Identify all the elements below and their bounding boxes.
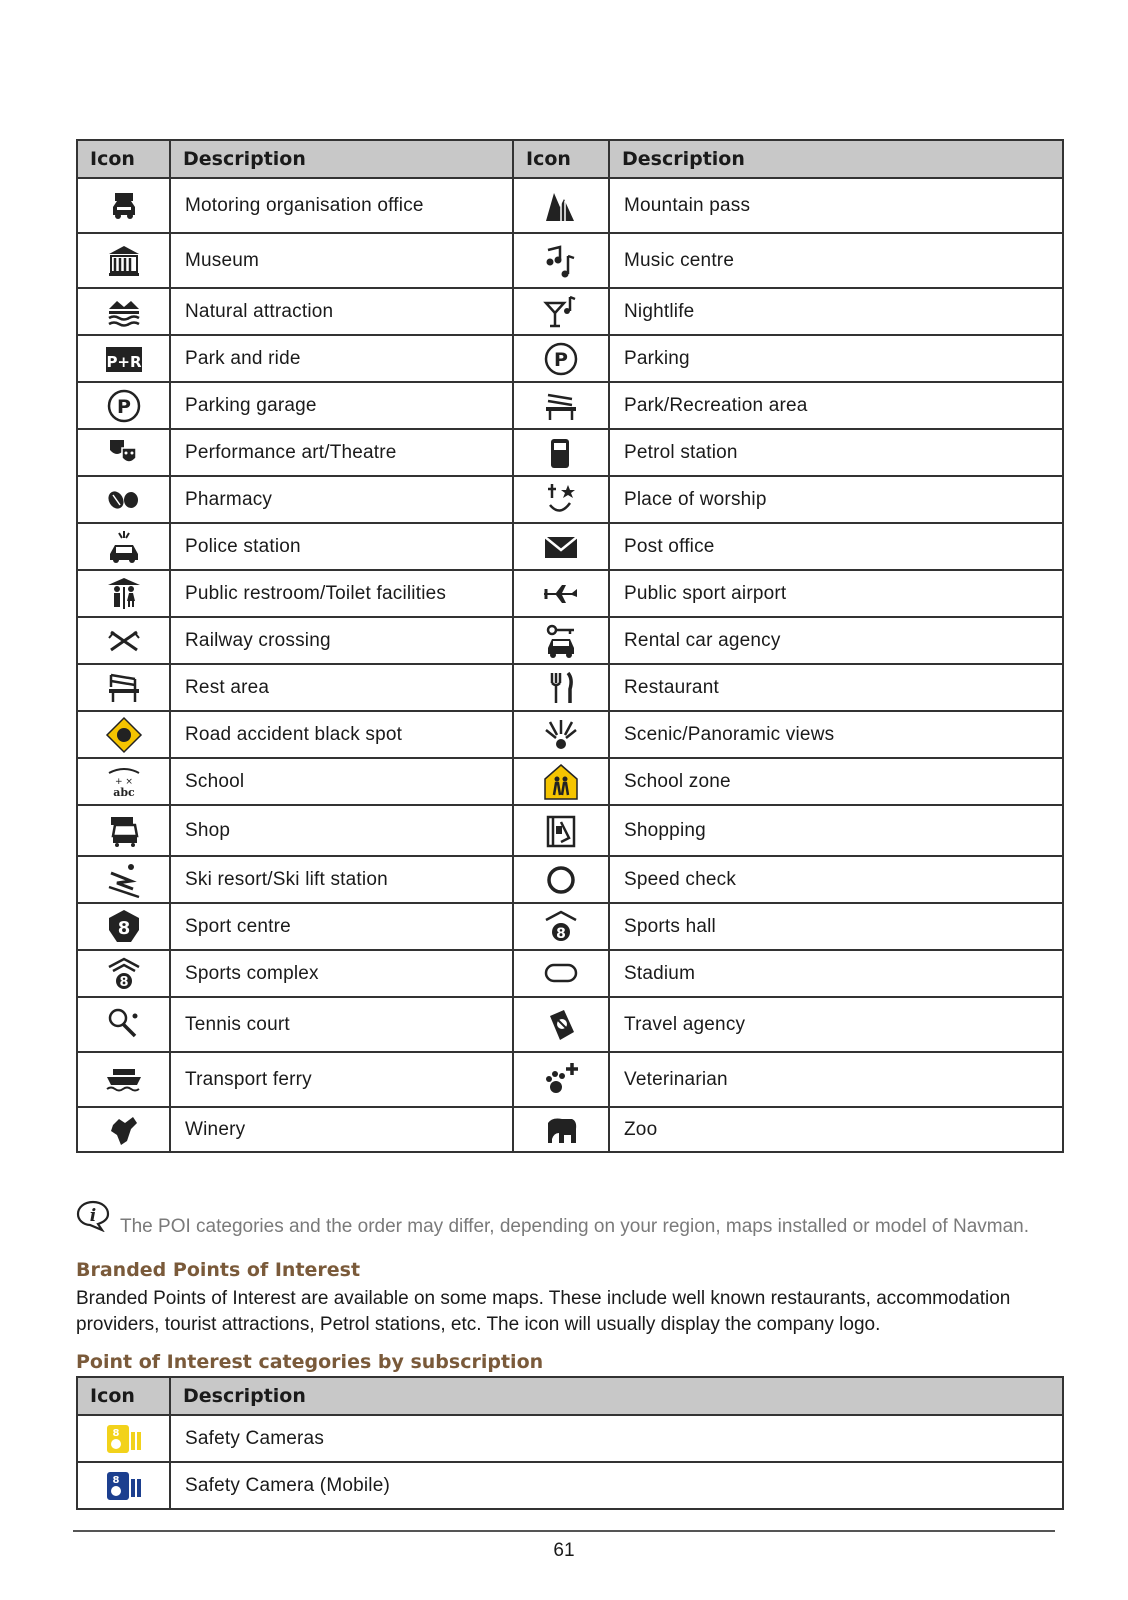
description-cell: Parking garage — [170, 382, 513, 429]
icon-cell — [513, 997, 609, 1052]
table-row — [77, 476, 1063, 523]
svg-text:8: 8 — [556, 925, 566, 942]
icon-cell — [77, 617, 170, 664]
branded-heading: Branded Points of Interest — [76, 1259, 361, 1281]
icon-cell — [77, 178, 170, 233]
table-row — [77, 382, 1063, 429]
svg-text:8: 8 — [112, 1474, 119, 1486]
restroom-icon — [105, 575, 143, 613]
icon-cell — [513, 429, 609, 476]
icon-cell — [77, 382, 170, 429]
description-cell: Shopping — [609, 805, 1063, 856]
description-cell: Stadium — [609, 950, 1063, 997]
svg-text:+ ×: + × — [114, 776, 133, 787]
header-icon: Icon — [77, 1377, 170, 1415]
svg-text:P: P — [554, 348, 568, 371]
table-row — [77, 950, 1063, 997]
description-cell: Sport centre — [170, 903, 513, 950]
svg-text:8: 8 — [112, 1427, 119, 1439]
school-zone-icon — [542, 763, 580, 801]
description-cell: Veterinarian — [609, 1052, 1063, 1107]
description-cell: Safety Cameras — [170, 1415, 1063, 1462]
airplane-icon — [542, 575, 580, 613]
description-cell: Music centre — [609, 233, 1063, 288]
note-text: The POI categories and the order may differ, depending on your region, maps installed or model of Navman. — [120, 1216, 1029, 1237]
icon-cell — [77, 476, 170, 523]
icon-cell — [77, 805, 170, 856]
icon-cell — [513, 178, 609, 233]
header-description: Description — [609, 140, 1063, 178]
description-cell: School — [170, 758, 513, 805]
table-row — [77, 903, 1063, 950]
description-cell: Railway crossing — [170, 617, 513, 664]
description-cell: Museum — [170, 233, 513, 288]
icon-cell — [77, 233, 170, 288]
table-row — [77, 997, 1063, 1052]
icon-cell — [513, 523, 609, 570]
table-row — [77, 758, 1063, 805]
table-row — [77, 288, 1063, 335]
table-row — [77, 233, 1063, 288]
envelope-icon — [542, 528, 580, 566]
icon-cell — [513, 856, 609, 903]
table-row — [77, 1052, 1063, 1107]
description-cell: Performance art/Theatre — [170, 429, 513, 476]
icon-cell — [513, 758, 609, 805]
icon-cell — [77, 1107, 170, 1152]
fuel-pump-icon — [542, 434, 580, 472]
description-cell: Police station — [170, 523, 513, 570]
description-cell: Safety Camera (Mobile) — [170, 1462, 1063, 1509]
description-cell: Shop — [170, 805, 513, 856]
description-cell: Nightlife — [609, 288, 1063, 335]
icon-cell — [77, 664, 170, 711]
description-cell: Rest area — [170, 664, 513, 711]
icon-cell — [77, 570, 170, 617]
icon-cell — [513, 711, 609, 758]
svg-text:8: 8 — [118, 974, 129, 990]
description-cell: Sports hall — [609, 903, 1063, 950]
icon-cell — [513, 664, 609, 711]
shop-icon — [105, 812, 143, 850]
parking-garage-icon — [105, 387, 143, 425]
table-row — [77, 570, 1063, 617]
table-row — [77, 178, 1063, 233]
icon-cell — [513, 1107, 609, 1152]
sport-centre-icon — [105, 908, 143, 946]
icon-cell — [513, 903, 609, 950]
mountain-pass-icon — [542, 187, 580, 225]
description-cell: Parking — [609, 335, 1063, 382]
icon-cell — [513, 335, 609, 382]
info-icon — [76, 1200, 110, 1232]
branded-paragraph: Branded Points of Interest are available on some maps. These include well known restaurants, accommodation providers, tourist attractions, Petrol stations, etc. The icon will usually display the company logo. — [76, 1288, 1011, 1335]
table-row — [77, 523, 1063, 570]
icon-cell — [77, 758, 170, 805]
table-row — [77, 664, 1063, 711]
table-header-row — [77, 1377, 1063, 1415]
header-description: Description — [170, 140, 513, 178]
description-cell: Scenic/Panoramic views — [609, 711, 1063, 758]
ferry-icon — [105, 1061, 143, 1099]
vet-paw-icon — [542, 1061, 580, 1099]
description-cell: Place of worship — [609, 476, 1063, 523]
park-and-ride-icon — [105, 340, 143, 378]
description-cell: Petrol station — [609, 429, 1063, 476]
worship-icon — [542, 481, 580, 519]
tennis-racket-icon — [105, 1006, 143, 1044]
icon-cell — [77, 997, 170, 1052]
sports-hall-icon — [542, 908, 580, 946]
icon-cell — [77, 856, 170, 903]
icon-cell — [77, 288, 170, 335]
rental-car-icon — [542, 622, 580, 660]
description-cell: Speed check — [609, 856, 1063, 903]
icon-cell — [513, 805, 609, 856]
header-icon: Icon — [513, 140, 609, 178]
svg-text:i: i — [89, 1206, 97, 1226]
icon-cell — [513, 233, 609, 288]
description-cell: Sports complex — [170, 950, 513, 997]
park-bench-icon — [542, 387, 580, 425]
stadium-icon — [542, 955, 580, 993]
museum-icon — [105, 242, 143, 280]
svg-text:P: P — [116, 395, 131, 418]
header-description: Description — [170, 1377, 1063, 1415]
natural-attraction-icon — [105, 293, 143, 331]
subscription-heading: Point of Interest categories by subscription — [76, 1351, 544, 1373]
description-cell: Tennis court — [170, 997, 513, 1052]
table-row — [77, 1415, 1063, 1462]
table-header-row — [77, 140, 1063, 178]
table-row — [77, 805, 1063, 856]
icon-cell — [77, 429, 170, 476]
shopping-icon — [542, 812, 580, 850]
railway-crossing-icon — [105, 622, 143, 660]
table-row — [77, 1462, 1063, 1509]
table-row — [77, 617, 1063, 664]
table-row — [77, 1107, 1063, 1152]
icon-cell — [513, 1052, 609, 1107]
icon-cell — [77, 1052, 170, 1107]
icon-cell — [513, 476, 609, 523]
description-cell: Travel agency — [609, 997, 1063, 1052]
icon-cell — [513, 617, 609, 664]
mobile-camera-icon — [105, 1467, 143, 1505]
icon-cell — [513, 288, 609, 335]
svg-text:abc: abc — [112, 785, 135, 799]
description-cell: Motoring organisation office — [170, 178, 513, 233]
icon-cell — [77, 903, 170, 950]
table-row — [77, 429, 1063, 476]
icon-cell — [77, 1415, 170, 1462]
icon-cell — [77, 523, 170, 570]
description-cell: Public sport airport — [609, 570, 1063, 617]
description-cell: School zone — [609, 758, 1063, 805]
description-cell: Post office — [609, 523, 1063, 570]
scenic-view-icon — [542, 716, 580, 754]
description-cell: Park and ride — [170, 335, 513, 382]
rest-bench-icon — [105, 669, 143, 707]
fork-knife-icon — [542, 669, 580, 707]
police-car-icon — [105, 528, 143, 566]
header-icon: Icon — [77, 140, 170, 178]
speed-check-icon — [542, 861, 580, 899]
icon-cell — [77, 335, 170, 382]
description-cell: Pharmacy — [170, 476, 513, 523]
pills-icon — [105, 481, 143, 519]
icon-cell — [513, 570, 609, 617]
motoring-office-icon — [105, 187, 143, 225]
svg-text:8: 8 — [117, 917, 130, 939]
safety-camera-icon — [105, 1420, 143, 1458]
footer-rule — [73, 1530, 1055, 1532]
description-cell: Public restroom/Toilet facilities — [170, 570, 513, 617]
icon-cell — [513, 382, 609, 429]
parking-icon — [542, 340, 580, 378]
table-row — [77, 711, 1063, 758]
description-cell: Transport ferry — [170, 1052, 513, 1107]
icon-cell — [77, 711, 170, 758]
description-cell: Road accident black spot — [170, 711, 513, 758]
theatre-masks-icon — [105, 434, 143, 472]
black-spot-icon — [105, 716, 143, 754]
description-cell: Rental car agency — [609, 617, 1063, 664]
description-cell: Park/Recreation area — [609, 382, 1063, 429]
svg-text:P+R: P+R — [105, 352, 142, 371]
icon-cell — [77, 1462, 170, 1509]
skier-icon — [105, 861, 143, 899]
icon-cell — [77, 950, 170, 997]
nightlife-icon — [542, 293, 580, 331]
travel-agency-icon — [542, 1006, 580, 1044]
school-icon — [105, 763, 143, 801]
table-row — [77, 856, 1063, 903]
description-cell: Ski resort/Ski lift station — [170, 856, 513, 903]
sports-complex-icon — [105, 955, 143, 993]
description-cell: Mountain pass — [609, 178, 1063, 233]
table-row — [77, 335, 1063, 382]
winery-icon — [105, 1111, 143, 1149]
icon-cell — [513, 950, 609, 997]
description-cell: Restaurant — [609, 664, 1063, 711]
poi-icon-table — [76, 139, 1064, 1153]
elephant-icon — [542, 1111, 580, 1149]
description-cell: Zoo — [609, 1107, 1063, 1152]
description-cell: Winery — [170, 1107, 513, 1152]
music-icon — [542, 242, 580, 280]
subscription-table — [76, 1376, 1064, 1510]
page-number: 61 — [553, 1540, 575, 1561]
description-cell: Natural attraction — [170, 288, 513, 335]
